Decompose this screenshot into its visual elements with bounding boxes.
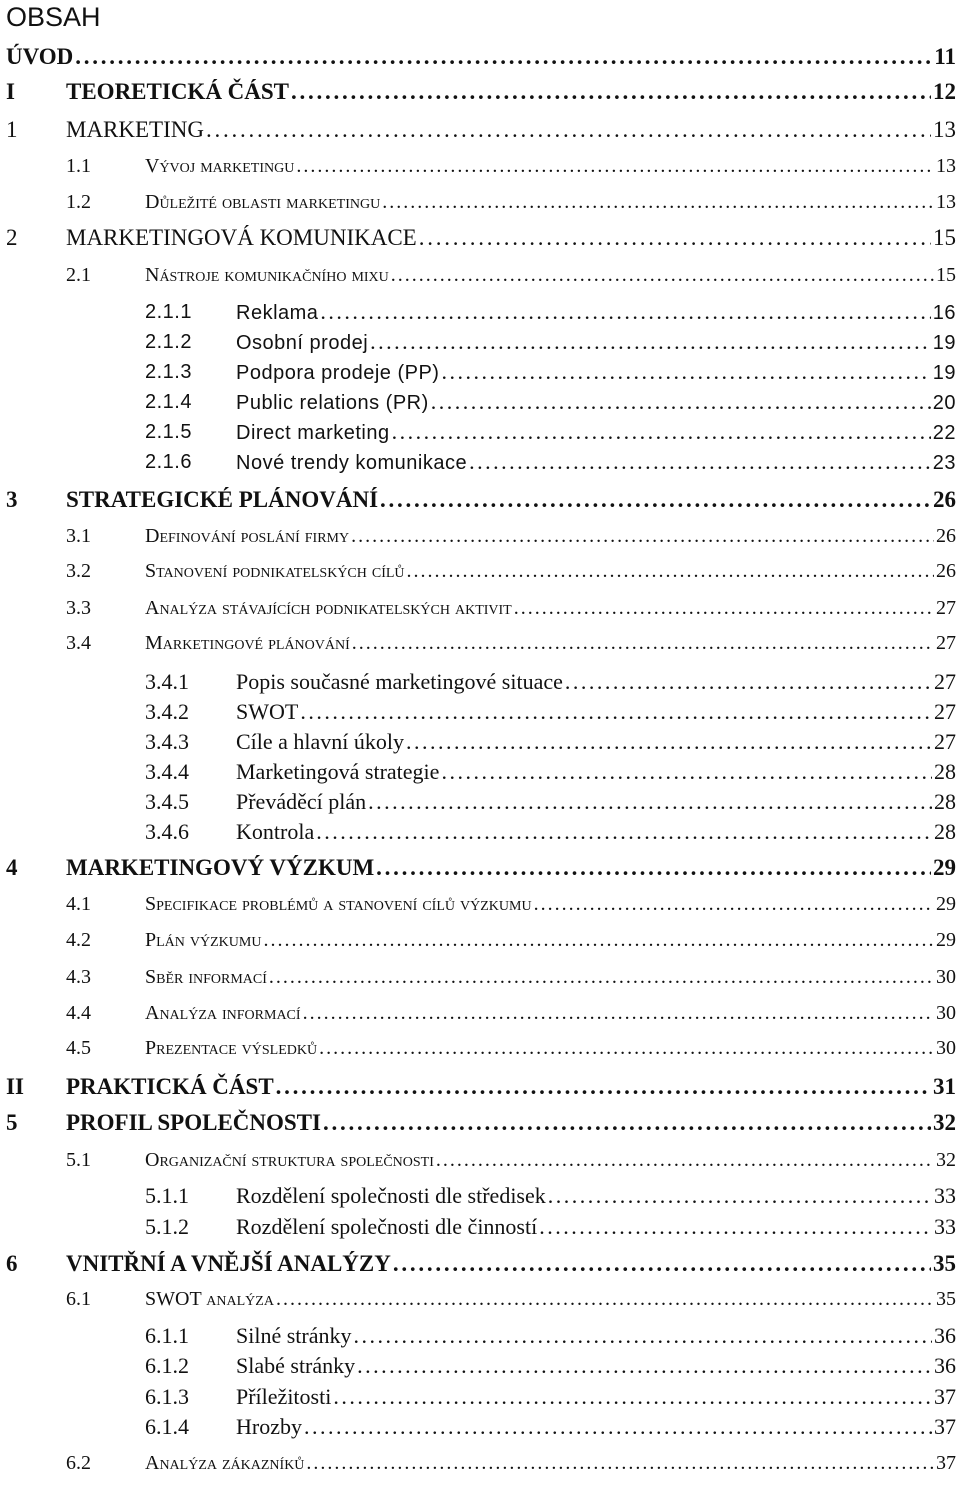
toc-entry-number: 6.1.2 bbox=[145, 1353, 189, 1378]
toc-leader-dots bbox=[323, 1108, 931, 1138]
toc-entry-number: 3.4.2 bbox=[145, 699, 189, 724]
toc-leader-dots bbox=[436, 1145, 934, 1175]
toc-entry[interactable] bbox=[0, 556, 956, 586]
toc-entry-title: Specifikace problémů a stanovení cílů výzkumu bbox=[145, 893, 532, 915]
toc-leader-dots bbox=[382, 187, 934, 217]
toc-leader-dots bbox=[393, 1249, 931, 1279]
toc-entry-page: 36 bbox=[934, 1353, 956, 1378]
toc-entry-title: Převáděcí plán bbox=[236, 789, 367, 814]
toc-leader-dots bbox=[431, 387, 931, 417]
toc-entry[interactable] bbox=[0, 1351, 956, 1381]
toc-entry-number: 2.1.3 bbox=[145, 361, 192, 383]
toc-entry-title: Silné stránky bbox=[236, 1323, 352, 1348]
toc-entry[interactable] bbox=[0, 787, 956, 817]
toc-entry-page: 29 bbox=[933, 855, 956, 880]
toc-entry-page: 37 bbox=[934, 1414, 956, 1439]
toc-leader-dots bbox=[333, 1382, 932, 1412]
toc-leader-dots bbox=[276, 1072, 931, 1102]
toc-leader-dots bbox=[370, 327, 931, 357]
toc-leader-dots bbox=[296, 151, 934, 181]
toc-entry-title: Plán výzkumu bbox=[145, 929, 262, 951]
toc-entry[interactable] bbox=[0, 593, 956, 623]
toc-entry-page: 26 bbox=[933, 487, 956, 512]
toc-leader-dots bbox=[380, 485, 931, 515]
toc-entry-title: Prezentace výsledků bbox=[145, 1037, 318, 1059]
toc-entry[interactable] bbox=[0, 447, 956, 477]
toc-entry-number: 3.4.6 bbox=[145, 819, 189, 844]
toc-entry[interactable] bbox=[0, 853, 956, 883]
toc-leader-dots bbox=[263, 925, 934, 955]
toc-entry-title: PRAKTICKÁ ČÁST bbox=[66, 1074, 274, 1099]
toc-entry-number: 5.1.2 bbox=[145, 1214, 189, 1239]
toc-leader-dots bbox=[565, 667, 932, 697]
toc-entry[interactable] bbox=[0, 1321, 956, 1351]
toc-entry-title: Analýza informací bbox=[145, 1002, 301, 1024]
toc-entry-page: 16 bbox=[932, 302, 956, 324]
toc-entry[interactable] bbox=[0, 260, 956, 290]
toc-entry[interactable] bbox=[0, 1145, 956, 1175]
toc-entry[interactable] bbox=[0, 327, 956, 357]
toc-leader-dots bbox=[354, 1321, 933, 1351]
toc-entry-title: Příležitosti bbox=[236, 1384, 332, 1409]
toc-entry-title: Rozdělení společnosti dle činností bbox=[236, 1214, 538, 1239]
toc-entry-title: Sběr informací bbox=[145, 966, 267, 988]
toc-entry-page: 37 bbox=[934, 1384, 956, 1409]
toc-entry-title: Direct marketing bbox=[236, 422, 390, 444]
toc-entry-page: 32 bbox=[936, 1149, 956, 1171]
toc-entry-title: Stanovení podnikatelských cílů bbox=[145, 560, 405, 582]
toc-entry-page: 19 bbox=[932, 332, 956, 354]
toc-leader-dots bbox=[319, 1033, 934, 1063]
toc-entry[interactable] bbox=[0, 77, 956, 107]
toc-entry-title: PROFIL SPOLEČNOSTI bbox=[66, 1110, 321, 1135]
toc-entry-page: 13 bbox=[933, 117, 956, 142]
toc-entry[interactable] bbox=[0, 998, 956, 1028]
toc-entry[interactable] bbox=[0, 485, 956, 515]
toc-entry-page: 28 bbox=[934, 789, 956, 814]
toc-entry-title: MARKETINGOVÝ VÝZKUM bbox=[66, 855, 375, 880]
toc-entry[interactable] bbox=[0, 151, 956, 181]
toc-entry-number: 3.4 bbox=[66, 632, 91, 654]
page-title: OBSAH bbox=[6, 2, 101, 32]
toc-entry-page: 30 bbox=[936, 1002, 956, 1024]
toc-entry-number: I bbox=[6, 79, 15, 104]
toc-entry-number: 2.1.5 bbox=[145, 421, 192, 443]
toc-entry[interactable] bbox=[0, 757, 956, 787]
toc-entry-title: Cíle a hlavní úkoly bbox=[236, 729, 405, 754]
toc-entry-number: 3.2 bbox=[66, 560, 91, 582]
toc-entry-number: 6.1 bbox=[66, 1288, 91, 1310]
toc-entry[interactable] bbox=[0, 697, 956, 727]
toc-entry-page: 31 bbox=[933, 1074, 956, 1099]
toc-entry-page: 26 bbox=[936, 560, 956, 582]
toc-entry[interactable] bbox=[0, 628, 956, 658]
toc-entry-page: 27 bbox=[934, 699, 956, 724]
toc-entry[interactable] bbox=[0, 1108, 956, 1138]
toc-entry-number: 6.2 bbox=[66, 1452, 91, 1474]
toc-entry-title: SWOT bbox=[236, 699, 299, 724]
toc-entry-number: 1 bbox=[6, 117, 18, 142]
toc-entry-number: 2 bbox=[6, 225, 18, 250]
toc-entry[interactable] bbox=[0, 817, 956, 847]
toc-entry[interactable] bbox=[0, 417, 956, 447]
toc-entry-title: Analýza zákazníků bbox=[145, 1452, 305, 1474]
toc-entry[interactable] bbox=[0, 1033, 956, 1063]
toc-entry-page: 27 bbox=[936, 597, 956, 619]
toc-entry-number: 3.4.4 bbox=[145, 759, 189, 784]
toc-entry-page: 29 bbox=[936, 893, 956, 915]
toc-entry-title: SWOT analýza bbox=[145, 1288, 274, 1310]
toc-entry-number: 5.1 bbox=[66, 1149, 91, 1171]
toc-entry[interactable] bbox=[0, 357, 956, 387]
toc-entry[interactable] bbox=[0, 889, 956, 919]
toc-entry-title: Marketingová strategie bbox=[236, 759, 440, 784]
toc-entry[interactable] bbox=[0, 1181, 956, 1211]
toc-entry-number: 6.1.4 bbox=[145, 1414, 189, 1439]
toc-entry-page: 35 bbox=[933, 1251, 956, 1276]
toc-entry[interactable] bbox=[0, 1284, 956, 1314]
toc-entry-number: 2.1.2 bbox=[145, 331, 192, 353]
toc-entry[interactable] bbox=[0, 387, 956, 417]
toc-entry[interactable] bbox=[0, 925, 956, 955]
toc-entry-number: 2.1 bbox=[66, 264, 91, 286]
toc-entry-number: 4.2 bbox=[66, 929, 91, 951]
toc-entry[interactable] bbox=[0, 962, 956, 992]
toc-entry[interactable] bbox=[0, 1412, 956, 1442]
toc-entry-number: 3.1 bbox=[66, 525, 91, 547]
toc-entry-number: 2.1.4 bbox=[145, 391, 192, 413]
toc-leader-dots bbox=[75, 42, 932, 72]
toc-leader-dots bbox=[539, 1212, 932, 1242]
toc-entry-title: ÚVOD bbox=[6, 44, 74, 69]
toc-entry[interactable] bbox=[0, 1072, 956, 1102]
toc-leader-dots bbox=[534, 889, 934, 919]
toc-leader-dots bbox=[351, 521, 934, 551]
toc-leader-dots bbox=[300, 697, 932, 727]
toc-entry-page: 29 bbox=[936, 929, 956, 951]
toc-entry-page: 36 bbox=[934, 1323, 956, 1348]
toc-entry-title: Reklama bbox=[236, 302, 319, 324]
toc-entry-page: 30 bbox=[936, 966, 956, 988]
toc-leader-dots bbox=[376, 853, 931, 883]
toc-entry[interactable] bbox=[0, 1249, 956, 1279]
toc-entry-number: 5.1.1 bbox=[145, 1183, 189, 1208]
toc-entry-page: 27 bbox=[934, 669, 956, 694]
toc-entry[interactable] bbox=[0, 1382, 956, 1412]
toc-entry-page: 19 bbox=[932, 362, 956, 384]
toc-entry-number: 3 bbox=[6, 487, 18, 512]
toc-entry[interactable] bbox=[0, 1212, 956, 1242]
toc-entry-page: 30 bbox=[936, 1037, 956, 1059]
toc-entry-title: Marketingové plánování bbox=[145, 632, 350, 654]
toc-entry-title: MARKETINGOVÁ KOMUNIKACE bbox=[66, 225, 417, 250]
toc-leader-dots bbox=[320, 297, 930, 327]
toc-entry-title: STRATEGICKÉ PLÁNOVÁNÍ bbox=[66, 487, 379, 512]
toc-leader-dots bbox=[306, 1448, 934, 1478]
toc-entry-page: 12 bbox=[933, 79, 956, 104]
toc-leader-dots bbox=[514, 593, 934, 623]
toc-entry-page: 15 bbox=[936, 264, 956, 286]
toc-leader-dots bbox=[407, 556, 934, 586]
toc-entry-number: 4.1 bbox=[66, 893, 91, 915]
toc-entry-number: 3.4.5 bbox=[145, 789, 189, 814]
toc-entry[interactable] bbox=[0, 187, 956, 217]
toc-leader-dots bbox=[419, 223, 931, 253]
toc-leader-dots bbox=[391, 260, 934, 290]
toc-entry-page: 13 bbox=[936, 155, 956, 177]
toc-entry-page: 13 bbox=[936, 191, 956, 213]
toc-leader-dots bbox=[368, 787, 932, 817]
toc-entry[interactable] bbox=[0, 223, 956, 253]
toc-entry-page: 27 bbox=[934, 729, 956, 754]
toc-entry-number: 4.3 bbox=[66, 966, 91, 988]
toc-entry-number: 1.2 bbox=[66, 191, 91, 213]
toc-entry-number: 2.1.1 bbox=[145, 301, 192, 323]
toc-entry-page: 22 bbox=[932, 422, 956, 444]
toc-entry-page: 33 bbox=[934, 1214, 956, 1239]
toc-entry-number: 3.4.1 bbox=[145, 669, 189, 694]
toc-entry-title: Důležité oblasti marketingu bbox=[145, 191, 381, 213]
toc-entry-number: 4.4 bbox=[66, 1002, 91, 1024]
toc-leader-dots bbox=[206, 115, 931, 145]
toc-entry-page: 26 bbox=[936, 525, 956, 547]
toc-entry-number: 3.3 bbox=[66, 597, 91, 619]
toc-leader-dots bbox=[441, 757, 932, 787]
toc-entry-number: 1.1 bbox=[66, 155, 91, 177]
toc-entry-number: 5 bbox=[6, 1110, 18, 1135]
toc-entry-title: Osobní prodej bbox=[236, 332, 369, 354]
toc-entry-page: 32 bbox=[933, 1110, 956, 1135]
toc-entry-page: 11 bbox=[934, 44, 956, 69]
toc-entry-title: Vývoj marketingu bbox=[145, 155, 295, 177]
toc-entry-number: 2.1.6 bbox=[145, 451, 192, 473]
toc-entry-title: Slabé stránky bbox=[236, 1353, 356, 1378]
toc-entry-number: 4 bbox=[6, 855, 18, 880]
toc-entry[interactable] bbox=[0, 667, 956, 697]
toc-entry-number: II bbox=[6, 1074, 24, 1099]
toc-leader-dots bbox=[291, 77, 931, 107]
toc-leader-dots bbox=[276, 1284, 934, 1314]
toc-entry-number: 6.1.3 bbox=[145, 1384, 189, 1409]
toc-entry-title: Definování poslání firmy bbox=[145, 525, 350, 547]
toc-leader-dots bbox=[304, 1412, 932, 1442]
toc-entry-page: 20 bbox=[932, 392, 956, 414]
toc-entry-page: 23 bbox=[932, 452, 956, 474]
toc-entry-number: 3.4.3 bbox=[145, 729, 189, 754]
toc-entry-title: Public relations (PR) bbox=[236, 392, 429, 414]
toc-leader-dots bbox=[357, 1351, 932, 1381]
toc-entry-title: Podpora prodeje (PP) bbox=[236, 362, 440, 384]
toc-entry-title: Rozdělení společnosti dle středisek bbox=[236, 1183, 546, 1208]
toc-leader-dots bbox=[406, 727, 932, 757]
toc-leader-dots bbox=[352, 628, 934, 658]
toc-leader-dots bbox=[548, 1181, 932, 1211]
toc-entry[interactable] bbox=[0, 1448, 956, 1478]
toc-leader-dots bbox=[303, 998, 934, 1028]
toc-entry[interactable] bbox=[0, 727, 956, 757]
toc-entry-title: TEORETICKÁ ČÁST bbox=[66, 79, 290, 104]
toc-entry-title: Popis současné marketingové situace bbox=[236, 669, 563, 694]
toc-entry-number: 6.1.1 bbox=[145, 1323, 189, 1348]
toc-entry-title: Analýza stávajících podnikatelských aktivit bbox=[145, 597, 512, 619]
toc-leader-dots bbox=[269, 962, 934, 992]
toc-entry-title: Hrozby bbox=[236, 1414, 302, 1439]
toc-entry-title: Organizační struktura společnosti bbox=[145, 1149, 434, 1171]
toc-entry-title: Kontrola bbox=[236, 819, 315, 844]
toc-entry-page: 35 bbox=[936, 1288, 956, 1310]
toc-entry-title: MARKETING bbox=[66, 117, 204, 142]
toc-entry-title: Nové trendy komunikace bbox=[236, 452, 468, 474]
toc-leader-dots bbox=[316, 817, 932, 847]
toc-entry-title: Nástroje komunikačního mixu bbox=[145, 264, 389, 286]
toc-entry-number: 4.5 bbox=[66, 1037, 91, 1059]
toc-entry[interactable] bbox=[0, 297, 956, 327]
toc-entry-page: 33 bbox=[934, 1183, 956, 1208]
toc-leader-dots bbox=[441, 357, 930, 387]
toc-entry-page: 37 bbox=[936, 1452, 956, 1474]
toc-entry-number: 6 bbox=[6, 1251, 18, 1276]
toc-leader-dots bbox=[469, 447, 931, 477]
toc-entry-page: 28 bbox=[934, 759, 956, 784]
toc-entry-page: 27 bbox=[936, 632, 956, 654]
toc-entry[interactable] bbox=[0, 115, 956, 145]
toc-entry-title: VNITŘNÍ A VNĚJŠÍ ANALÝZY bbox=[66, 1251, 391, 1276]
toc-entry-page: 15 bbox=[933, 225, 956, 250]
toc-entry[interactable] bbox=[0, 521, 956, 551]
toc-leader-dots bbox=[392, 417, 931, 447]
toc-entry[interactable] bbox=[0, 42, 956, 72]
toc-entry-page: 28 bbox=[934, 819, 956, 844]
